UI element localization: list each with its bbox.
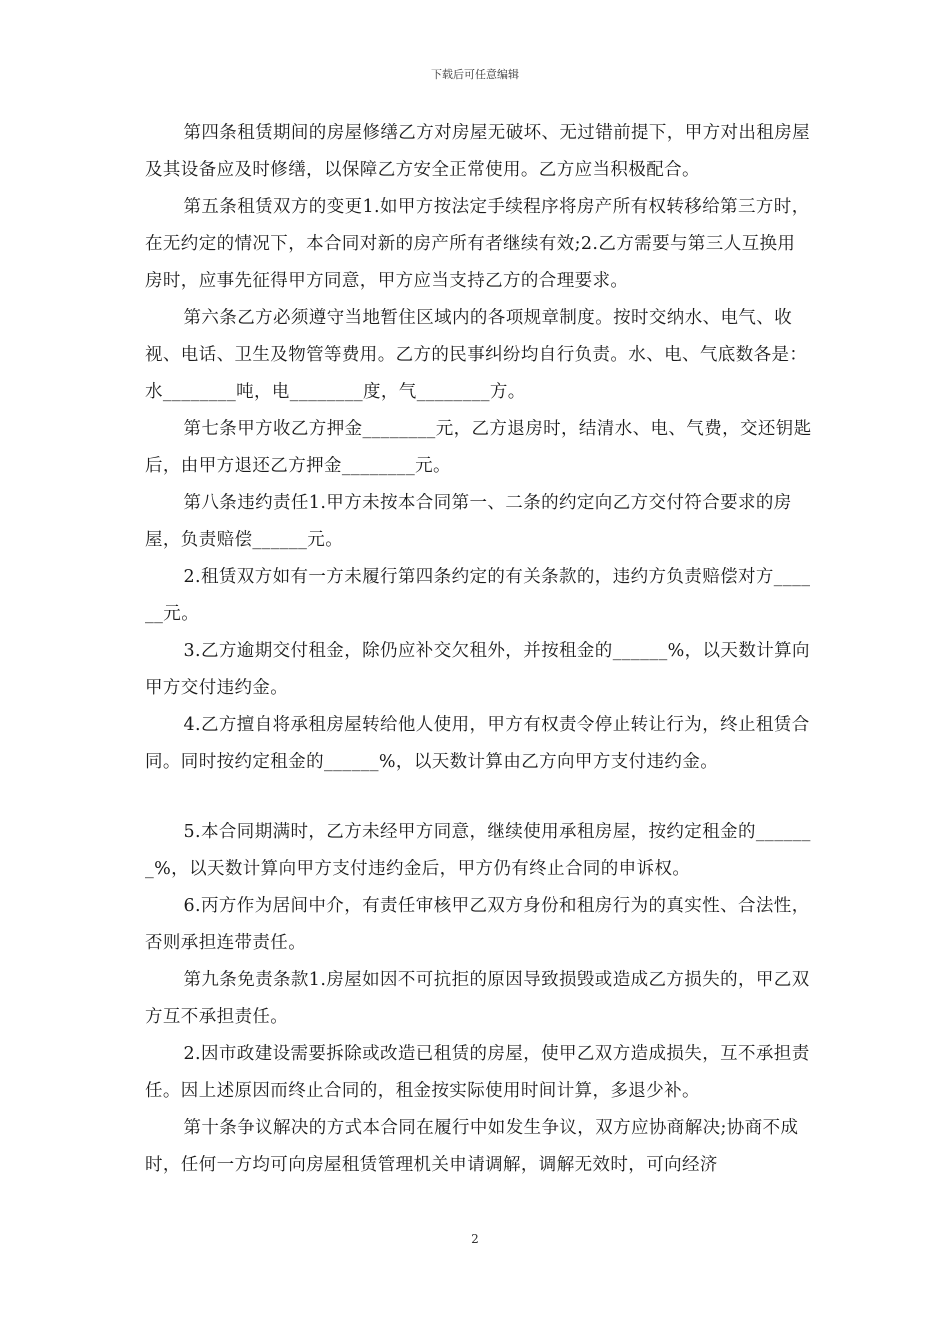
paragraph-article-6: 第六条乙方必须遵守当地暂住区域内的各项规章制度。按时交纳水、电气、收视、电话、卫生及物管等费用。乙方的民事纠纷均自行负责。水、电、气底数各是：水________吨，电________度，气________方。 bbox=[145, 308, 808, 402]
paragraph-article-8-item-5: 5.本合同期满时，乙方未经甲方同意，继续使用承租房屋，按约定租金的_______%，以天数计算向甲方支付违约金后，甲方仍有终止合同的申诉权。 bbox=[145, 822, 811, 879]
paragraph-article-8-item-4: 4.乙方擅自将承租房屋转给他人使用，甲方有权责令停止转让行为，终止租赁合同。同时按约定租金的______%，以天数计算由乙方向甲方支付违约金。 bbox=[145, 715, 810, 772]
paragraph-article-9-item-1: 第九条免责条款1.房屋如因不可抗拒的原因导致损毁或造成乙方损失的，甲乙双方互不承担责任。 bbox=[145, 970, 810, 1027]
paragraph-article-9-item-2: 2.因市政建设需要拆除或改造已租赁的房屋，使甲乙双方造成损失，互不承担责任。因上述原因而终止合同的，租金按实际使用时间计算，多退少补。 bbox=[145, 1044, 810, 1101]
paragraph-article-8-item-1: 第八条违约责任1.甲方未按本合同第一、二条的约定向乙方交付符合要求的房屋，负责赔偿______元。 bbox=[145, 493, 792, 550]
paragraph-article-7: 第七条甲方收乙方押金________元，乙方退房时，结清水、电、气费，交还钥匙后，由甲方退还乙方押金________元。 bbox=[145, 419, 812, 476]
page-header: 下载后可任意编辑 bbox=[431, 68, 519, 81]
paragraph-article-10: 第十条争议解决的方式本合同在履行中如发生争议，双方应协商解决;协商不成时，任何一方均可向房屋租赁管理机关申请调解，调解无效时，可向经济 bbox=[145, 1118, 799, 1175]
document-body bbox=[145, 115, 813, 1184]
paragraph-article-5: 第五条租赁双方的变更1.如甲方按法定手续程序将房产所有权转移给第三方时，在无约定的情况下，本合同对新的房产所有者继续有效;2.乙方需要与第三人互换用房时，应事先征得甲方同意，甲方应当支持乙方的合理要求。 bbox=[145, 197, 810, 291]
paragraph-article-8-item-6: 6.丙方作为居间中介，有责任审核甲乙双方身份和租房行为的真实性、合法性，否则承担连带责任。 bbox=[145, 896, 810, 953]
paragraph-article-8-item-3: 3.乙方逾期交付租金，除仍应补交欠租外，并按租金的______%，以天数计算向甲方交付违约金。 bbox=[145, 641, 810, 698]
page-number: 2 bbox=[471, 1232, 479, 1246]
paragraph-article-8-item-2: 2.租赁双方如有一方未履行第四条约定的有关条款的，违约方负责赔偿对方______元。 bbox=[145, 567, 811, 624]
paragraph-article-4: 第四条租赁期间的房屋修缮乙方对房屋无破坏、无过错前提下，甲方对出租房屋及其设备应及时修缮，以保障乙方安全正常使用。乙方应当积极配合。 bbox=[145, 123, 810, 180]
